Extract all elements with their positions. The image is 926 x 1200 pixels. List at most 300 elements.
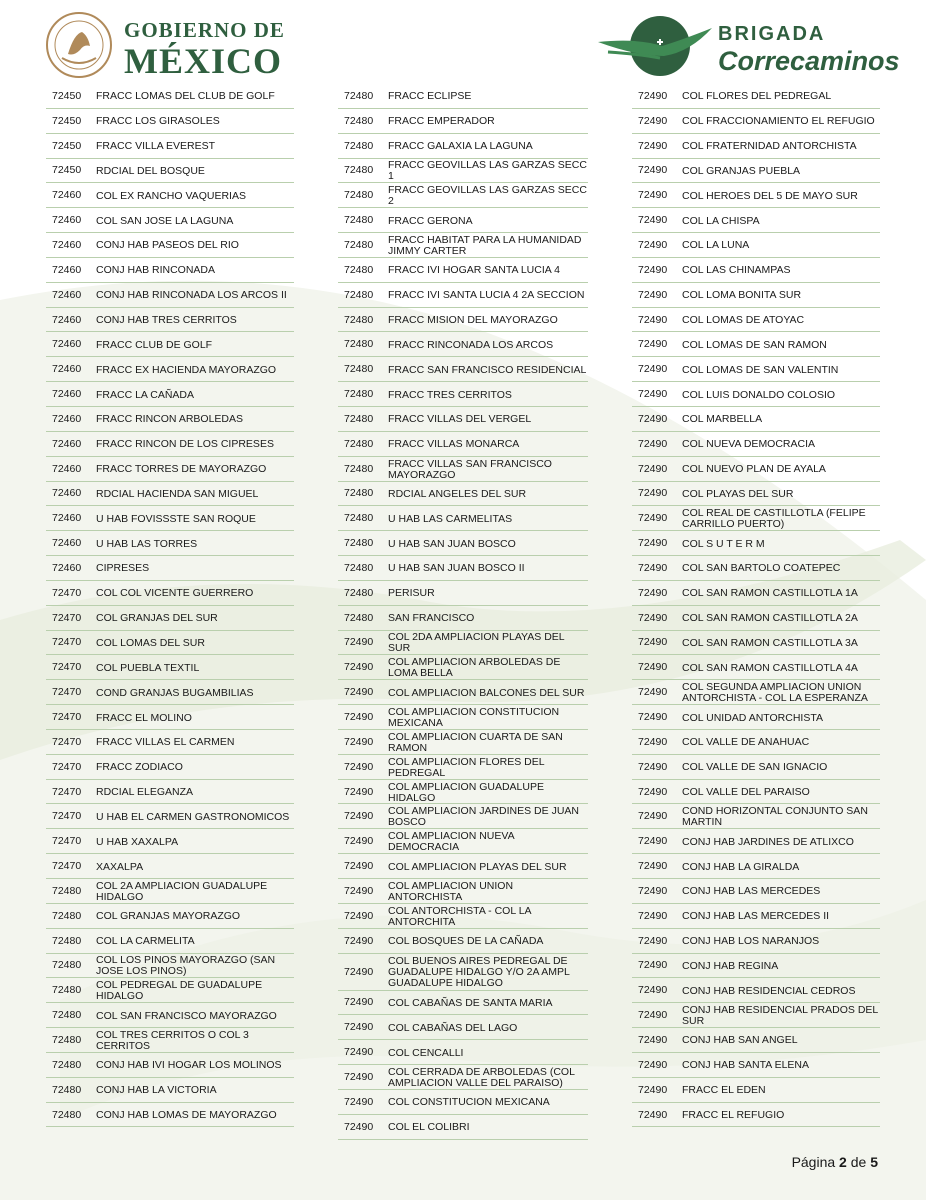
table-row (46, 283, 294, 308)
postal-code: 72480 (344, 537, 374, 550)
table-row (46, 109, 294, 134)
postal-code: 72460 (52, 238, 82, 251)
table-row (632, 1028, 880, 1053)
table-row (46, 457, 294, 482)
settlement-name: XAXALPA (96, 860, 144, 873)
postal-code: 72460 (52, 462, 82, 475)
postal-code: 72490 (344, 835, 374, 848)
table-row (338, 183, 588, 208)
postal-code: 72480 (344, 189, 374, 202)
postal-code: 72490 (638, 537, 668, 550)
postal-code: 72490 (638, 561, 668, 574)
settlement-name: COL FRACCIONAMIENTO EL REFUGIO (682, 115, 875, 128)
table-row (338, 531, 588, 556)
postal-code: 72490 (638, 586, 668, 599)
postal-column-1 (46, 84, 294, 1127)
table-row (46, 929, 294, 954)
postal-code: 72460 (52, 537, 82, 550)
postal-code: 72490 (344, 661, 374, 674)
table-row (46, 183, 294, 208)
table-row (632, 258, 880, 283)
table-row (338, 308, 588, 333)
settlement-name: COL SEGUNDA AMPLIACION UNION ANTORCHISTA - COL LA ESPERANZA (682, 681, 868, 705)
postal-code: 72480 (52, 1058, 82, 1071)
table-row (46, 978, 294, 1003)
postal-code: 72490 (638, 984, 668, 997)
settlement-name: COL 2A AMPLIACION GUADALUPE HIDALGO (96, 879, 268, 903)
postal-column-2 (338, 84, 588, 1140)
gov-line2: MÉXICO (124, 41, 282, 81)
settlement-name: FRACC IVI SANTA LUCIA 4 2A SECCION (388, 289, 585, 302)
postal-code: 72480 (52, 1033, 82, 1046)
settlement-name: FRACC EL EDEN (682, 1084, 766, 1097)
table-row (632, 755, 880, 780)
settlement-name: FRACC TRES CERRITOS (388, 388, 512, 401)
settlement-name: COL CABAÑAS DEL LAGO (388, 1021, 518, 1034)
settlement-name: COL FLORES DEL PEDREGAL (682, 90, 832, 103)
postal-code: 72490 (638, 934, 668, 947)
postal-code: 72490 (344, 1070, 374, 1083)
postal-code: 72490 (344, 810, 374, 823)
postal-code: 72490 (638, 810, 668, 823)
settlement-name: U HAB SAN JUAN BOSCO II (388, 562, 525, 575)
table-row (46, 1003, 294, 1028)
table-row (632, 208, 880, 233)
postal-code: 72490 (638, 189, 668, 202)
postal-code: 72480 (344, 462, 374, 475)
settlement-name: FRACC VILLAS EL CARMEN (96, 736, 235, 749)
table-row (632, 1103, 880, 1128)
postal-code: 72490 (344, 1095, 374, 1108)
table-row (46, 357, 294, 382)
table-row (338, 755, 588, 780)
settlement-name: COL COL VICENTE GUERRERO (96, 587, 254, 600)
settlement-name: COL PEDREGAL DE GUADALUPE HIDALGO (96, 979, 263, 1003)
table-row (632, 780, 880, 805)
table-row (46, 84, 294, 109)
postal-code: 72490 (638, 238, 668, 251)
settlement-name: COL LOMAS DE SAN RAMON (682, 338, 827, 351)
table-row (46, 829, 294, 854)
postal-code: 72490 (638, 388, 668, 401)
page-current: 2 (839, 1154, 847, 1170)
settlement-name: FRACC RINCONADA LOS ARCOS (388, 338, 554, 351)
postal-code: 72460 (52, 512, 82, 525)
postal-code: 72490 (344, 686, 374, 699)
postal-code: 72490 (638, 89, 668, 102)
settlement-name: RDCIAL ANGELES DEL SUR (388, 487, 527, 500)
settlement-name: COL EL COLIBRI (388, 1121, 470, 1134)
table-row (338, 680, 588, 705)
settlement-name: FRACC TORRES DE MAYORAZGO (96, 463, 267, 476)
table-row (46, 332, 294, 357)
settlement-name: COL NUEVO PLAN DE AYALA (682, 463, 826, 476)
postal-code: 72460 (52, 437, 82, 450)
table-row (338, 432, 588, 457)
postal-code: 72470 (52, 785, 82, 798)
table-row (338, 1090, 588, 1115)
settlement-name: COL PLAYAS DEL SUR (682, 487, 794, 500)
postal-code: 72490 (344, 884, 374, 897)
postal-code: 72480 (344, 338, 374, 351)
roadrunner-logo-icon (598, 12, 714, 80)
postal-code: 72490 (344, 996, 374, 1009)
table-row (46, 581, 294, 606)
settlement-name: COL LA LUNA (682, 239, 750, 252)
table-row (46, 755, 294, 780)
settlement-name: RDCIAL ELEGANZA (96, 786, 194, 799)
table-row (632, 407, 880, 432)
settlement-name: FRACC CLUB DE GOLF (96, 338, 213, 351)
settlement-name: COL NUEVA DEMOCRACIA (682, 438, 816, 451)
postal-code: 72460 (52, 487, 82, 500)
settlement-name: COL CONSTITUCION MEXICANA (388, 1096, 550, 1109)
settlement-name: FRACC HABITAT PARA LA HUMANIDAD JIMMY CARTER (388, 233, 582, 257)
postal-code: 72490 (638, 288, 668, 301)
postal-code: 72470 (52, 711, 82, 724)
postal-code: 72470 (52, 586, 82, 599)
postal-code: 72490 (638, 959, 668, 972)
settlement-name: COL SAN RAMON CASTILLOTLA 1A (682, 587, 858, 600)
settlement-name: COL 2DA AMPLIACION PLAYAS DEL SUR (388, 631, 565, 655)
settlement-name: COL GRANJAS MAYORAZGO (96, 910, 241, 923)
postal-code: 72490 (638, 884, 668, 897)
table-row (46, 780, 294, 805)
settlement-name: COL LA CHISPA (682, 214, 760, 227)
table-row (338, 556, 588, 581)
settlement-name: COL SAN RAMON CASTILLOTLA 4A (682, 661, 858, 674)
settlement-name: FRACC VILLAS MONARCA (388, 438, 520, 451)
table-row (338, 84, 588, 109)
table-row (46, 1078, 294, 1103)
table-row (46, 954, 294, 979)
settlement-name: COL FRATERNIDAD ANTORCHISTA (682, 140, 857, 153)
settlement-name: COL SAN JOSE LA LAGUNA (96, 214, 234, 227)
settlement-name: COL LUIS DONALDO COLOSIO (682, 388, 836, 401)
table-row (46, 382, 294, 407)
postal-code: 72460 (52, 288, 82, 301)
postal-code: 72480 (344, 238, 374, 251)
brand-line1: BRIGADA (718, 23, 826, 45)
settlement-name: U HAB XAXALPA (96, 835, 179, 848)
postal-code: 72490 (638, 711, 668, 724)
postal-code: 72480 (344, 412, 374, 425)
table-row (338, 258, 588, 283)
table-row (46, 1028, 294, 1053)
table-row (338, 283, 588, 308)
table-row (46, 308, 294, 333)
postal-code: 72490 (638, 363, 668, 376)
settlement-name: COL HEROES DEL 5 DE MAYO SUR (682, 189, 858, 202)
page-number (792, 1154, 878, 1170)
settlement-name: COND HORIZONTAL CONJUNTO SAN MARTIN (682, 805, 868, 829)
settlement-name: COL S U T E R M (682, 537, 765, 550)
postal-code: 72480 (344, 288, 374, 301)
page-of: de (850, 1154, 867, 1170)
table-row (632, 904, 880, 929)
table-row (338, 208, 588, 233)
settlement-name: CONJ HAB JARDINES DE ATLIXCO (682, 835, 854, 848)
postal-code: 72470 (52, 735, 82, 748)
settlement-name: COL BOSQUES DE LA CAÑADA (388, 935, 544, 948)
settlement-name: COL GRANJAS DEL SUR (96, 612, 218, 625)
postal-column-3 (632, 84, 880, 1127)
table-row (338, 730, 588, 755)
brand-line2: Correcaminos (718, 46, 900, 76)
page-total: 5 (870, 1154, 878, 1170)
postal-code: 72490 (638, 1009, 668, 1022)
table-row (338, 382, 588, 407)
settlement-name: COL LOS PINOS MAYORAZGO (SAN JOSE LOS PINOS) (96, 954, 276, 978)
postal-code: 72490 (638, 860, 668, 873)
settlement-name: COL LAS CHINAMPAS (682, 264, 791, 277)
postal-code: 72480 (52, 884, 82, 897)
postal-code: 72490 (638, 661, 668, 674)
table-row (46, 680, 294, 705)
postal-code: 72480 (52, 1108, 82, 1121)
table-row (338, 482, 588, 507)
table-row (632, 357, 880, 382)
postal-code: 72460 (52, 214, 82, 227)
postal-code: 72460 (52, 313, 82, 326)
table-row (632, 730, 880, 755)
postal-code: 72490 (638, 1033, 668, 1046)
postal-code: 72480 (344, 388, 374, 401)
postal-code: 72490 (344, 735, 374, 748)
postal-code: 72470 (52, 810, 82, 823)
postal-code: 72480 (344, 89, 374, 102)
postal-code: 72480 (344, 512, 374, 525)
table-row (338, 904, 588, 929)
table-row (632, 680, 880, 705)
settlement-name: COL AMPLIACION GUADALUPE HIDALGO (388, 780, 544, 804)
table-row (46, 730, 294, 755)
table-row (338, 879, 588, 904)
table-row (632, 581, 880, 606)
table-row (632, 482, 880, 507)
settlement-name: FRACC VILLAS SAN FRANCISCO MAYORAZGO (388, 457, 552, 481)
postal-code: 72480 (344, 114, 374, 127)
table-row (46, 233, 294, 258)
settlement-name: COL GRANJAS PUEBLA (682, 164, 801, 177)
settlement-name: COL REAL DE CASTILLOTLA (FELIPE CARRILLO PUERTO) (682, 507, 866, 531)
settlement-name: CIPRESES (96, 562, 150, 575)
table-row (46, 879, 294, 904)
postal-code: 72460 (52, 412, 82, 425)
settlement-name: COL SAN RAMON CASTILLOTLA 2A (682, 612, 858, 625)
table-row (632, 879, 880, 904)
postal-code: 72480 (52, 1083, 82, 1096)
settlement-name: FRACC LA CAÑADA (96, 388, 195, 401)
postal-code: 72480 (344, 263, 374, 276)
postal-code: 72460 (52, 363, 82, 376)
table-row (632, 506, 880, 531)
postal-code: 72490 (638, 686, 668, 699)
settlement-name: COL SAN BARTOLO COATEPEC (682, 562, 841, 575)
postal-code: 72490 (344, 760, 374, 773)
postal-code: 72490 (638, 611, 668, 624)
table-row (46, 655, 294, 680)
postal-code: 72490 (638, 313, 668, 326)
table-row (46, 159, 294, 184)
settlement-name: FRACC ZODIACO (96, 761, 183, 774)
postal-code: 72480 (344, 437, 374, 450)
postal-code: 72480 (344, 586, 374, 599)
table-row (632, 432, 880, 457)
settlement-name: COL TRES CERRITOS O COL 3 CERRITOS (96, 1028, 249, 1052)
postal-code: 72490 (344, 636, 374, 649)
settlement-name: COL CERRADA DE ARBOLEDAS (COL AMPLIACION VALLE DEL PARAISO) (388, 1065, 575, 1089)
table-row (632, 1053, 880, 1078)
table-row (338, 804, 588, 829)
settlement-name: COL CABAÑAS DE SANTA MARIA (388, 996, 553, 1009)
settlement-name: CONJ HAB SANTA ELENA (682, 1059, 810, 1072)
postal-code: 72470 (52, 611, 82, 624)
table-row (46, 407, 294, 432)
table-row (632, 308, 880, 333)
table-row (338, 407, 588, 432)
postal-code: 72490 (638, 785, 668, 798)
postal-code: 72490 (344, 711, 374, 724)
table-row (46, 854, 294, 879)
postal-code: 72490 (638, 462, 668, 475)
settlement-name: CONJ HAB IVI HOGAR LOS MOLINOS (96, 1059, 282, 1072)
settlement-name: FRACC GALAXIA LA LAGUNA (388, 140, 533, 153)
gov-line1: GOBIERNO DE (124, 18, 285, 42)
brigada-logo-text (718, 24, 900, 75)
table-row (46, 432, 294, 457)
settlement-name: CONJ HAB LOS NARANJOS (682, 935, 820, 948)
table-row (632, 183, 880, 208)
table-row (632, 233, 880, 258)
settlement-name: FRACC RINCON ARBOLEDAS (96, 413, 244, 426)
postal-code: 72490 (638, 139, 668, 152)
postal-code: 72480 (344, 164, 374, 177)
settlement-name: U HAB SAN JUAN BOSCO (388, 537, 516, 550)
table-row (632, 929, 880, 954)
settlement-name: FRACC VILLA EVEREST (96, 140, 216, 153)
table-row (46, 208, 294, 233)
table-row (632, 705, 880, 730)
settlement-name: COL LOMA BONITA SUR (682, 289, 802, 302)
postal-code: 72490 (638, 512, 668, 525)
postal-code: 72480 (344, 313, 374, 326)
settlement-name: FRACC IVI HOGAR SANTA LUCIA 4 (388, 264, 560, 277)
postal-code: 72490 (638, 909, 668, 922)
table-row (338, 929, 588, 954)
table-row (632, 457, 880, 482)
table-row (632, 854, 880, 879)
table-row (46, 1053, 294, 1078)
postal-code: 72480 (52, 934, 82, 947)
settlement-name: COL AMPLIACION UNION ANTORCHISTA (388, 879, 514, 903)
postal-code: 72460 (52, 338, 82, 351)
postal-code: 72490 (638, 735, 668, 748)
postal-code: 72490 (638, 760, 668, 773)
postal-code: 72470 (52, 835, 82, 848)
postal-code: 72490 (638, 1108, 668, 1121)
postal-code: 72490 (638, 487, 668, 500)
table-row (338, 506, 588, 531)
settlement-name: CONJ HAB LAS MERCEDES II (682, 910, 830, 923)
settlement-name: COL AMPLIACION PLAYAS DEL SUR (388, 860, 567, 873)
settlement-name: U HAB LAS CARMELITAS (388, 512, 513, 525)
table-row (338, 233, 588, 258)
settlement-name: CONJ HAB REGINA (682, 959, 779, 972)
table-row (632, 84, 880, 109)
settlement-name: COL VALLE DE ANAHUAC (682, 736, 810, 749)
settlement-name: CONJ HAB TRES CERRITOS (96, 314, 237, 327)
settlement-name: FRACC EL REFUGIO (682, 1109, 785, 1122)
postal-code: 72490 (344, 860, 374, 873)
postal-code: 72490 (638, 214, 668, 227)
table-row (46, 606, 294, 631)
postal-code: 72450 (52, 139, 82, 152)
table-row (632, 829, 880, 854)
table-row (46, 531, 294, 556)
table-row (338, 606, 588, 631)
settlement-name: FRACC EMPERADOR (388, 115, 495, 128)
settlement-name: COL AMPLIACION FLORES DEL PEDREGAL (388, 755, 545, 779)
table-row (46, 1103, 294, 1128)
settlement-name: COL SAN FRANCISCO MAYORAZGO (96, 1009, 277, 1022)
postal-code: 72490 (344, 785, 374, 798)
table-row (338, 1065, 588, 1090)
settlement-name: U HAB EL CARMEN GASTRONOMICOS (96, 810, 290, 823)
government-logo-text (124, 20, 285, 79)
settlement-name: RDCIAL DEL BOSQUE (96, 164, 205, 177)
settlement-name: FRACC LOS GIRASOLES (96, 115, 220, 128)
settlement-name: COL MARBELLA (682, 413, 763, 426)
postal-code: 72480 (344, 139, 374, 152)
page-header (0, 0, 926, 86)
settlement-name: COL AMPLIACION ARBOLEDAS DE LOMA BELLA (388, 656, 561, 680)
postal-code: 72480 (52, 984, 82, 997)
settlement-name: COL LA CARMELITA (96, 935, 195, 948)
table-row (632, 531, 880, 556)
table-row (632, 631, 880, 656)
postal-code: 72480 (344, 214, 374, 227)
table-row (338, 991, 588, 1016)
postal-code: 72490 (638, 412, 668, 425)
table-row (338, 854, 588, 879)
settlement-name: COL AMPLIACION BALCONES DEL SUR (388, 686, 585, 699)
settlement-name: FRACC SAN FRANCISCO RESIDENCIAL (388, 363, 587, 376)
settlement-name: CONJ HAB LOMAS DE MAYORAZGO (96, 1109, 277, 1122)
postal-code: 72460 (52, 189, 82, 202)
settlement-name: COL EX RANCHO VAQUERIAS (96, 189, 246, 202)
table-row (338, 954, 588, 991)
postal-code: 72470 (52, 860, 82, 873)
table-row (632, 109, 880, 134)
table-row (46, 556, 294, 581)
postal-code: 72480 (52, 959, 82, 972)
table-row (632, 159, 880, 184)
table-row (338, 357, 588, 382)
settlement-name: FRACC EX HACIENDA MAYORAZGO (96, 363, 277, 376)
table-row (338, 1040, 588, 1065)
postal-code: 72490 (638, 338, 668, 351)
page-word: Página (791, 1154, 836, 1170)
postal-code: 72490 (344, 909, 374, 922)
postal-code: 72490 (638, 164, 668, 177)
postal-code: 72490 (344, 1120, 374, 1133)
postal-code: 72490 (638, 835, 668, 848)
mexico-seal-icon (44, 10, 114, 80)
table-row (632, 978, 880, 1003)
postal-code: 72460 (52, 388, 82, 401)
postal-code: 72480 (344, 363, 374, 376)
